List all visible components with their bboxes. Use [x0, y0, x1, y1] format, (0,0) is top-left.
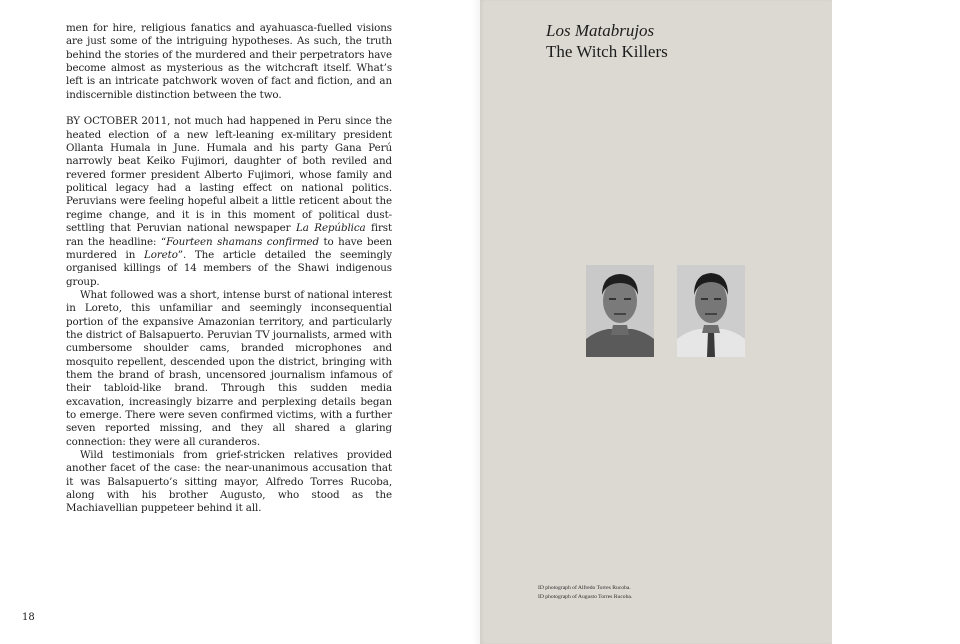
right-page — [480, 0, 832, 644]
place-loreto: Loreto — [144, 248, 178, 261]
portrait-augusto-image — [677, 265, 745, 357]
p2-text-e: to have been murdered in — [66, 235, 392, 261]
p2-text-g: ”. The article detailed the seemingly organised killings of 14 members of the Shawi indigenous group. — [66, 248, 392, 288]
paragraph-testimonials: Wild testimonials from grief-stricken relatives provided another facet of the case: the near-unanimous accusation that it was Balsapuerto’s sitting mayor, Alfredo Torres Rucoba, along with his brother Augusto, who stood as the Machiavellian puppeteer behind it all. — [66, 449, 392, 515]
paragraph-intro: men for hire, religious fanatics and ayahuasca-fuelled visions are just some of the intriguing hypotheses. As such, the truth behind the stories of the murdered and their perpetrators have become almost as mysterious as the witchcraft itself. What’s left is an intricate patchwork woven of fact and fiction, and an indiscernible distinction between the two. — [66, 22, 392, 101]
caption-augusto: ID photograph of Augusto Torres Rucoba. — [538, 594, 633, 600]
newspaper-name: La República — [296, 222, 366, 235]
title-spanish: Los Matabrujos — [546, 21, 655, 40]
paragraph-media-interest: What followed was a short, intense burst of national interest in Loreto, this unfamiliar and seemingly inconsequential portion of the expansive Amazonian territory, and particularly the district of Balsapuerto. Peruvian TV journalists, armed with cumbersome shoulder cams, branded microphones and mosquito repellent, descended upon the district, bringing with them the brand of brash, uncensored journalism infamous of their tabloid-like brand. Through this sudden media excavation, increasingly bizarre and perplexing details began to emerge. There were seven confirmed victims, with a further seven reported missing, and they all shared a glaring connection: they were all curanderos. — [66, 288, 392, 448]
id-photo-augusto — [677, 265, 745, 357]
portrait-alfredo-image — [586, 265, 654, 357]
p2-text-a: BY OCTOBER 2011, not much had happened in Peru since the heated election of a new left-leaning ex-military president Ollanta Humala in June. Humala and his party Gana Perú narrowly beat Keiko Fujimori, daughter of both reviled and revered former president Alberto Fujimori, whose family and political legacy had a lasting effect on national politics. Peruvians were feeling hopeful albeit a little reticent about the regime change, and it is in this moment of political dust-settling that Peruvian national newspaper — [66, 115, 392, 235]
caption-alfredo: ID photograph of Alfredo Torres Rucoba. — [538, 585, 631, 591]
body-text — [66, 22, 392, 516]
chapter-title — [546, 20, 668, 62]
photo-captions — [538, 584, 632, 602]
page-number: 18 — [22, 612, 35, 623]
headline-text: Fourteen shamans confirmed — [166, 235, 319, 248]
gutter-shadow — [472, 0, 480, 644]
id-photo-alfredo — [586, 265, 654, 357]
paragraph-october-2011 — [66, 115, 392, 288]
p2-text-c: first ran the headline: “ — [66, 222, 393, 248]
title-english: The Witch Killers — [546, 42, 668, 61]
